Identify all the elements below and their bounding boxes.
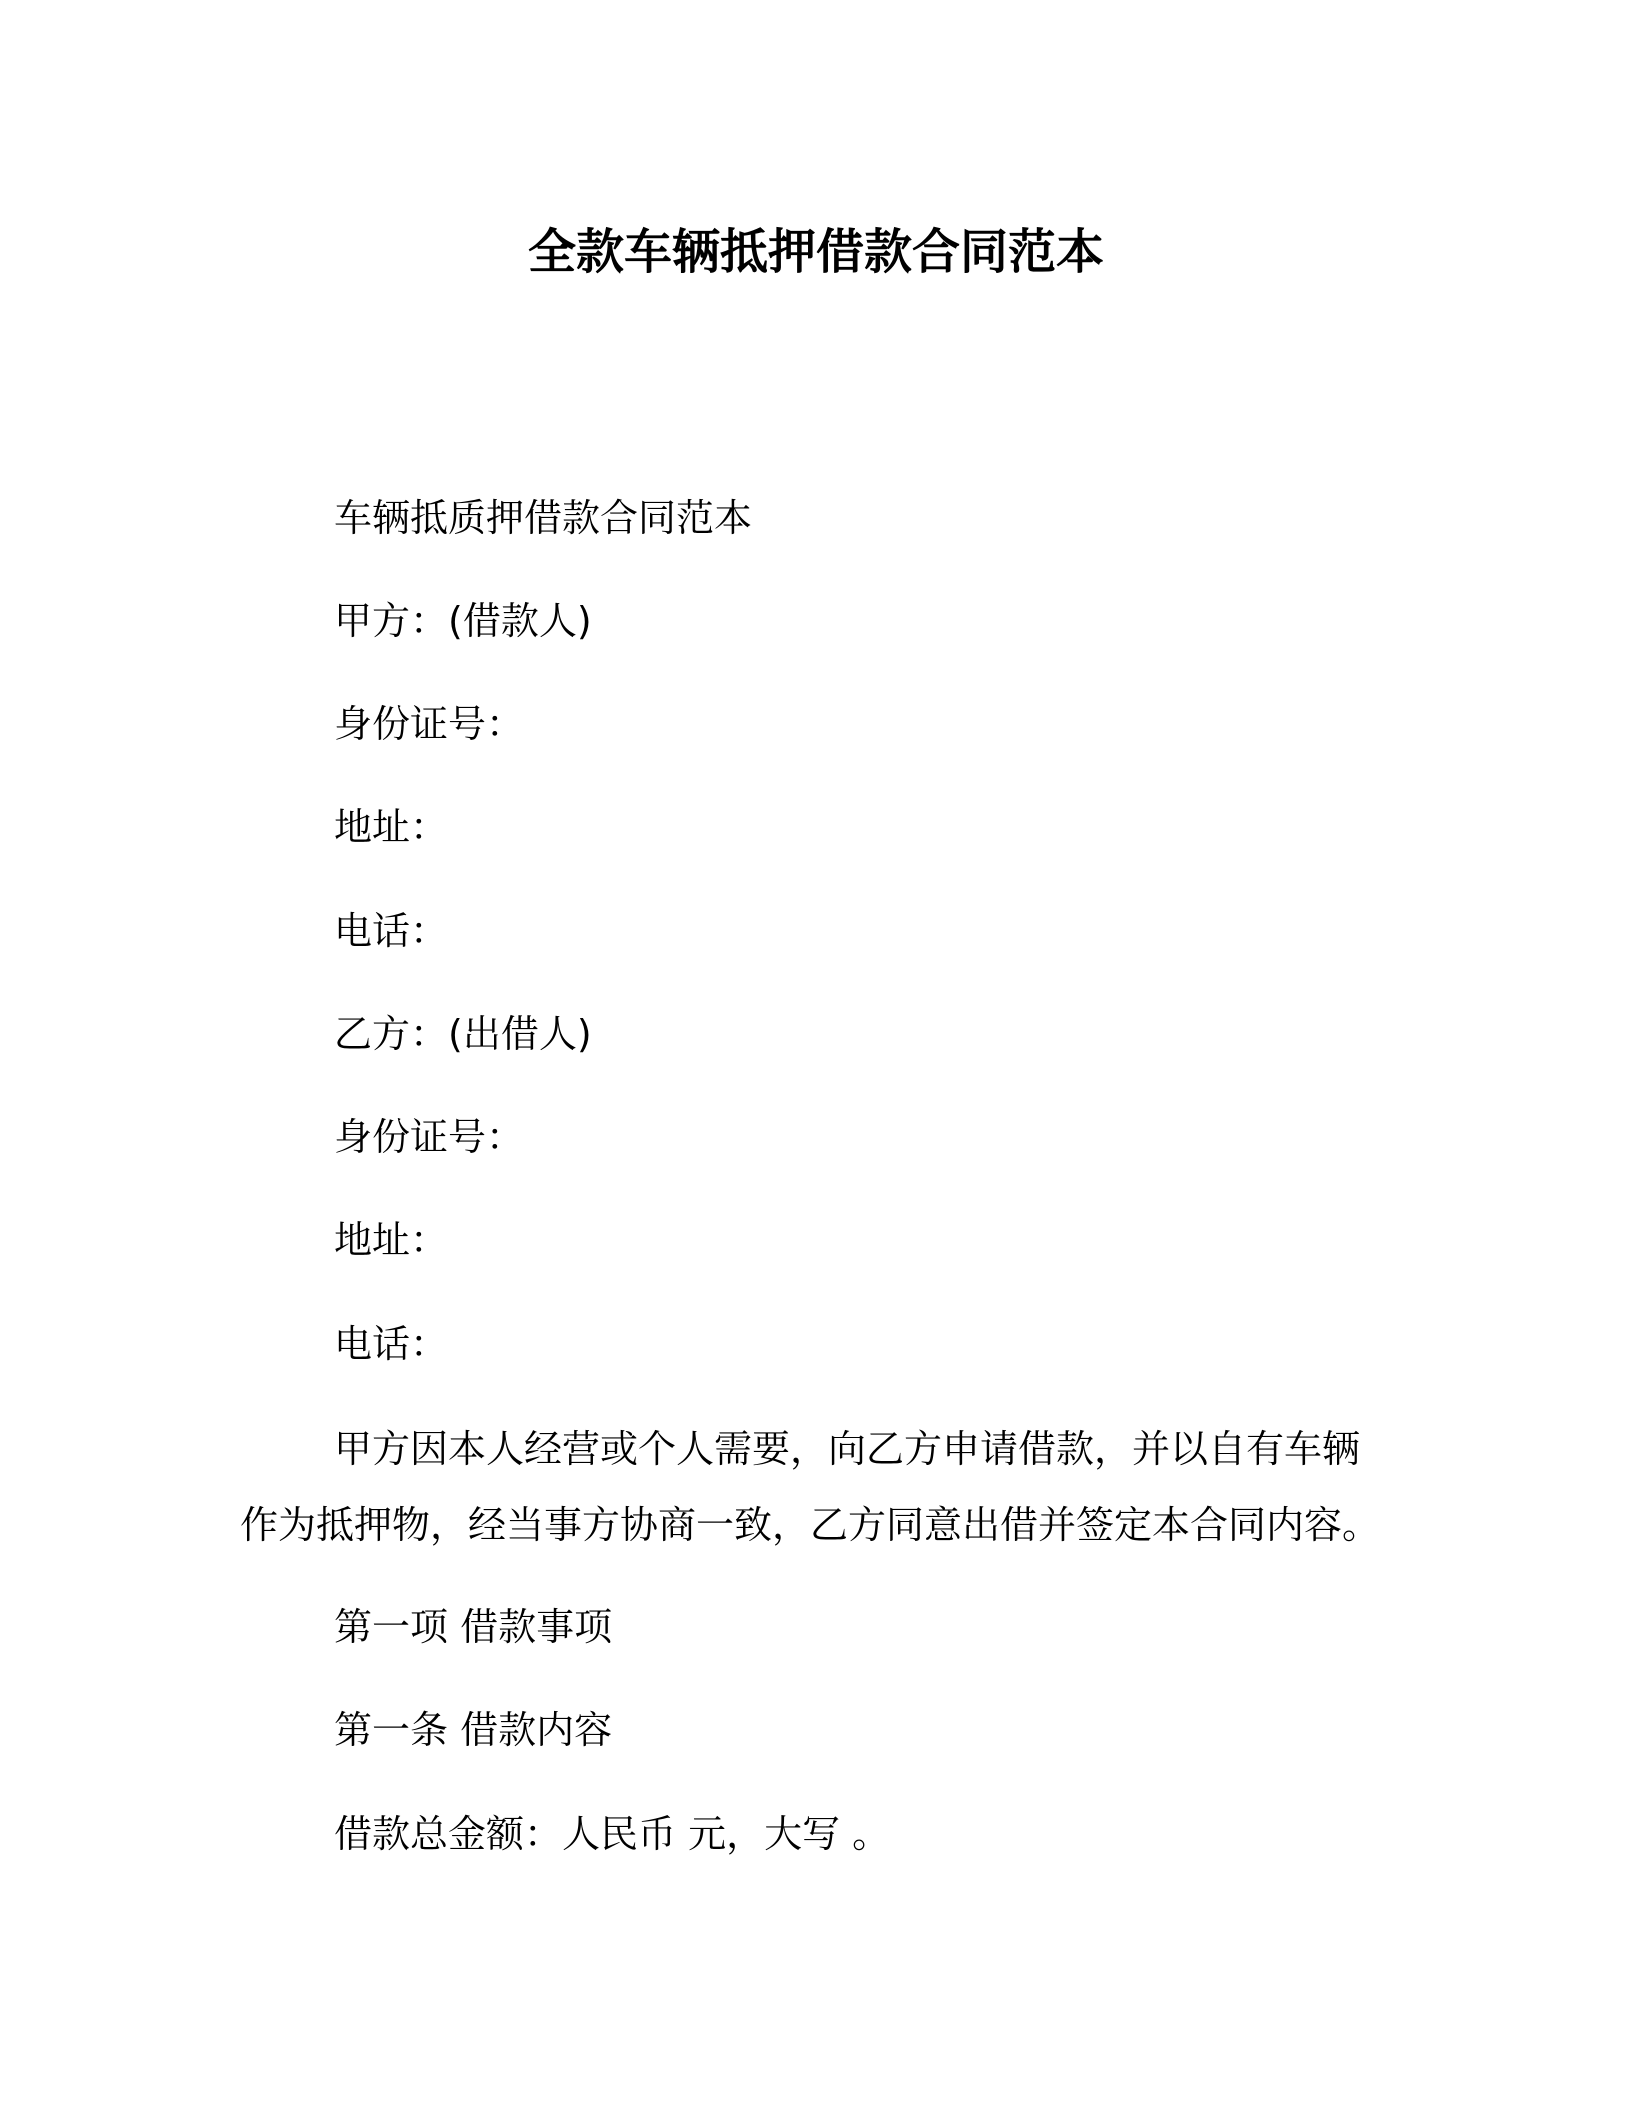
document-title: 全款车辆抵押借款合同范本 xyxy=(527,224,1104,280)
contract-subtitle: 车辆抵质押借款合同范本 xyxy=(334,496,753,540)
party-a-id-number: 身份证号： xyxy=(334,702,525,746)
party-b-label: 乙方：(出借人) xyxy=(334,1012,592,1056)
article-heading: 第一条 借款内容 xyxy=(334,1708,613,1752)
party-a-address: 地址： xyxy=(334,805,449,849)
party-a-label: 甲方：(借款人) xyxy=(334,599,592,643)
section-heading: 第一项 借款事项 xyxy=(334,1605,613,1649)
contract-preamble: 甲方因本人经营或个人需要，向乙方申请借款，并以自有车辆作为抵押物，经当事方协商一致，乙方同意出借并签定本合同内容。 xyxy=(240,1427,1381,1547)
party-a-phone: 电话： xyxy=(334,909,449,953)
party-b-id-number: 身份证号： xyxy=(334,1115,525,1159)
party-b-address: 地址： xyxy=(334,1218,449,1262)
party-b-phone: 电话： xyxy=(334,1322,449,1366)
loan-amount-line: 借款总金额：人民币 元，大写 。 xyxy=(334,1812,891,1856)
